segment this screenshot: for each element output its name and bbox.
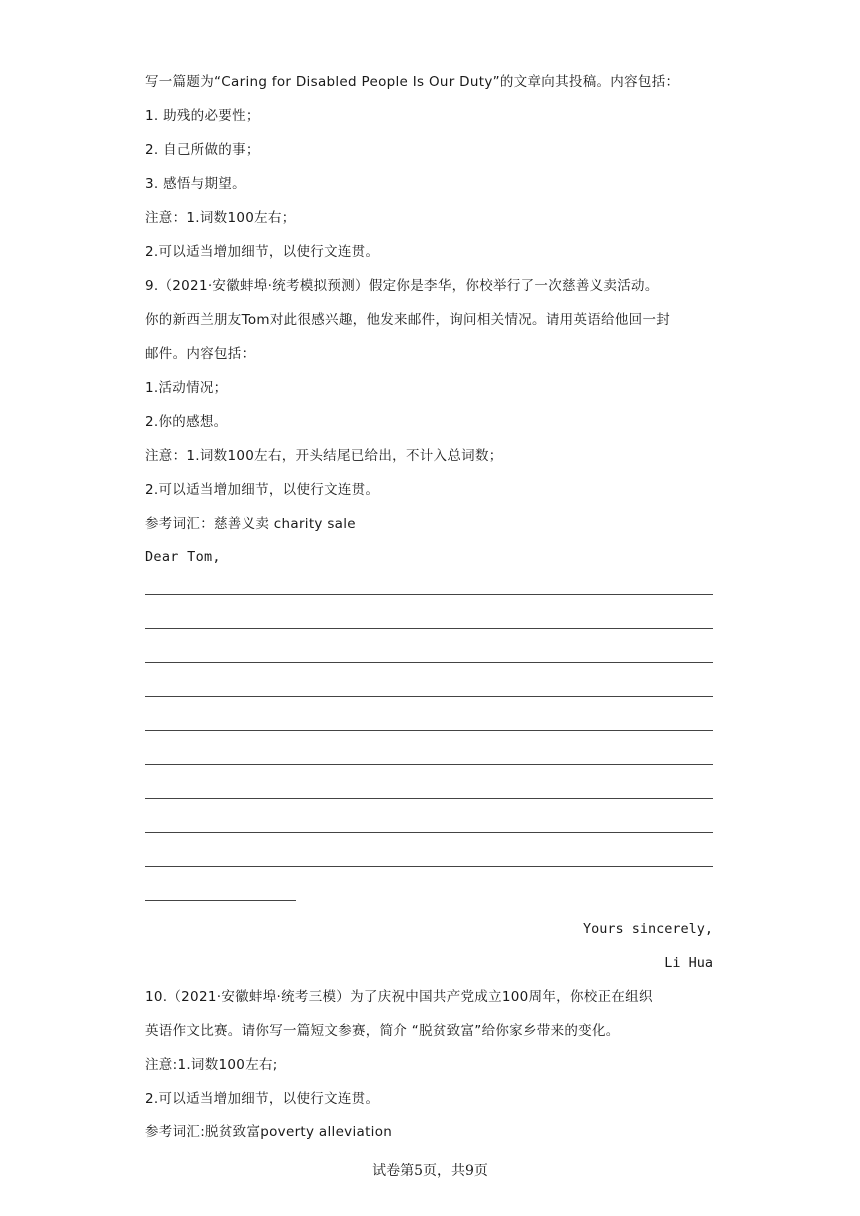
q8-note-2: 2.可以适当增加细节，以使行文连贯。 <box>145 244 380 260</box>
q9-item-1: 1.活动情况； <box>145 380 228 396</box>
q8-intro: 写一篇题为“Caring for Disabled People Is Our Duty”的文章向其投稿。内容包括： <box>145 74 680 90</box>
q9-closing: Yours sincerely, <box>582 921 713 937</box>
answer-line-short[interactable] <box>145 900 296 901</box>
page-footer: 试卷第5页，共9页 <box>372 1163 488 1179</box>
q9-prompt-line-2: 你的新西兰朋友Tom对此很感兴趣，他发来邮件，询问相关情况。请用英语给他回一封 <box>145 312 671 328</box>
q9-vocab: 参考词汇：慈善义卖 charity sale <box>145 516 356 532</box>
q9-signature: Li Hua <box>664 955 713 971</box>
q10-note-1: 注意:1.词数100左右; <box>145 1057 278 1073</box>
answer-line[interactable] <box>145 764 713 765</box>
q10-prompt-line-2: 英语作文比赛。请你写一篇短文参赛，简介 “脱贫致富”给你家乡带来的变化。 <box>145 1023 620 1039</box>
q9-note-1: 注意：1.词数100左右，开头结尾已给出，不计入总词数； <box>145 448 503 464</box>
answer-line[interactable] <box>145 696 713 697</box>
answer-line[interactable] <box>145 798 713 799</box>
q9-greeting: Dear Tom, <box>145 549 221 565</box>
answer-line[interactable] <box>145 594 713 595</box>
answer-line[interactable] <box>145 866 713 867</box>
q9-note-2: 2.可以适当增加细节，以使行文连贯。 <box>145 482 380 498</box>
q9-prompt-line-1: 9.（2021·安徽蚌埠·统考模拟预测）假定你是李华，你校举行了一次慈善义卖活动。 <box>145 278 659 294</box>
q10-prompt-line-1: 10.（2021·安徽蚌埠·统考三模）为了庆祝中国共产党成立100周年，你校正在组织 <box>145 989 653 1005</box>
q8-item-1: 1. 助残的必要性； <box>145 108 260 124</box>
answer-line[interactable] <box>145 662 713 663</box>
q9-item-2: 2.你的感想。 <box>145 414 228 430</box>
answer-line[interactable] <box>145 832 713 833</box>
q8-item-3: 3. 感悟与期望。 <box>145 176 246 192</box>
q9-prompt-line-3: 邮件。内容包括： <box>145 346 256 362</box>
q10-vocab: 参考词汇:脱贫致富poverty alleviation <box>145 1124 393 1140</box>
answer-line[interactable] <box>145 628 713 629</box>
q8-note-1: 注意：1.词数100左右； <box>145 210 296 226</box>
q10-note-2: 2.可以适当增加细节，以使行文连贯。 <box>145 1091 380 1107</box>
q8-item-2: 2. 自己所做的事； <box>145 142 260 158</box>
answer-line[interactable] <box>145 730 713 731</box>
